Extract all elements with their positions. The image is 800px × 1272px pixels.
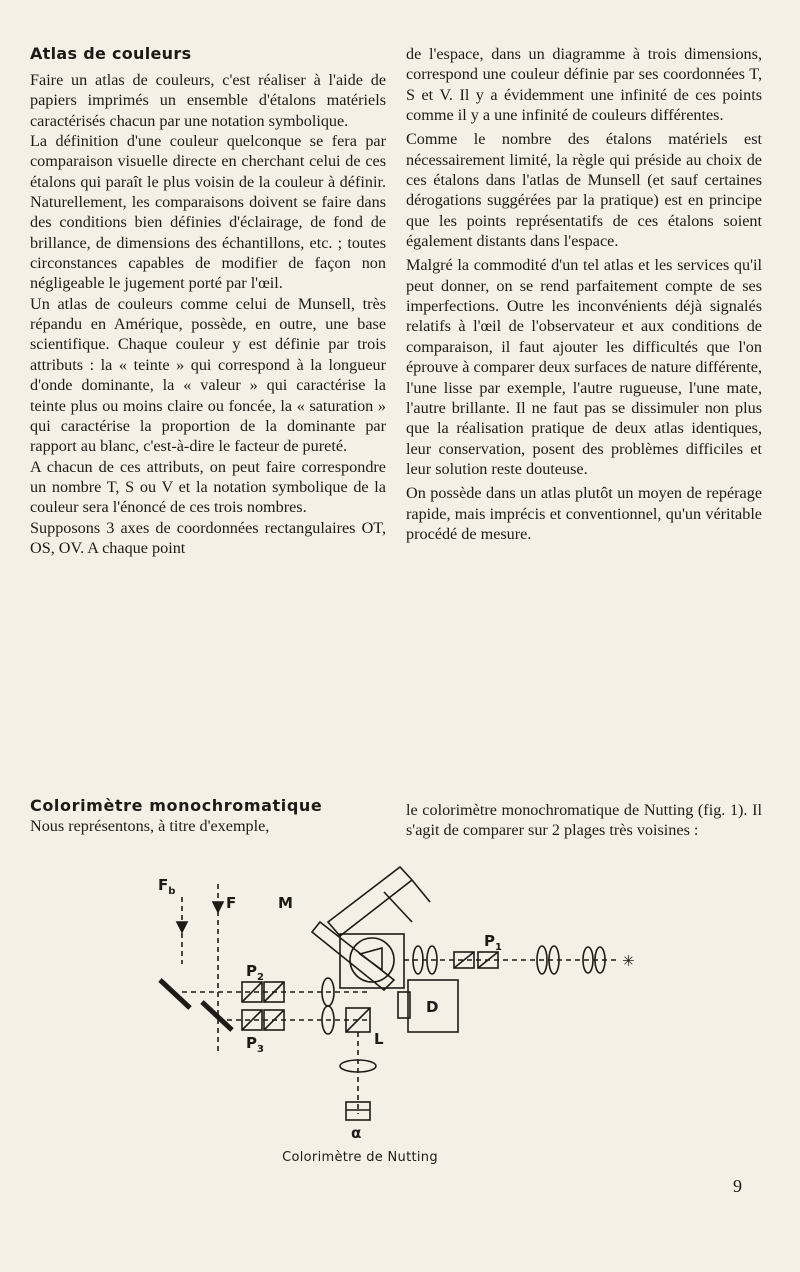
mirror-left-top [160,980,190,1008]
monochromator-arm [328,867,412,936]
paragraph: de l'espace, dans un diagramme à trois dimensions, correspond une couleur définie par ses coordonnées T, S et V. Il y a évidemment une infinité de ces points comme il y a une infinité de couleurs différentes. [406,45,762,125]
label-p3: $P_3$ [246,1034,264,1055]
paragraph: le colorimètre monochromatique de Nutting (fig. 1). Il s'agit de comparer sur 2 plages très voisines : [406,801,762,840]
prism-drum [350,938,394,982]
label-d: D [426,998,439,1016]
paragraph: On possède dans un atlas plutôt un moyen de repérage rapide, mais imprécis et conventionnel, qu'un véritable procédé de mesure. [406,484,762,543]
label-f: F [226,894,237,912]
section-title-atlas: Atlas de couleurs [30,44,192,63]
label-p2: $P_2$ [246,962,264,983]
figure-caption: Colorimètre de Nutting [282,1150,438,1165]
label-l: L [374,1030,384,1048]
page-number: 9 [733,1176,742,1196]
paragraph: Supposons 3 axes de coordonnées rectangulaires OT, OS, OV. A chaque point [30,518,386,557]
paragraph: Comme le nombre des étalons matériels est nécessairement limité, la règle qui préside au choix de ces étalons dans l'atlas de Munsell (et sauf certaines dérogations suggérées par la pratique) est en principe que les points représentatifs de ces étalons soient également distants dans l'espace. [406,130,762,251]
label-alpha: α [351,1124,362,1142]
label-p1: $P_1$ [484,932,502,953]
section2-left [30,796,386,836]
right-column [406,44,762,544]
paragraph: Nous représentons, à titre d'exemple, [30,817,270,835]
paragraph: A chacun de ces attributs, on peut faire correspondre un nombre T, S ou V et la notation symbolique de la couleur sera l'énoncé de ces trois nombres. [30,457,386,517]
label-fb: $F_b$ [158,876,176,897]
section2-right [406,800,762,841]
arrow-down-icon [177,922,187,932]
paragraph: Malgré la commodité d'un tel atlas et les services qu'il peut donner, on se rend parfaitement compte de ses imperfections. Outre les inconvénients déjà signalés relatifs à l'œil de l'observateur et aux conditions de comparaison, il faut ajouter les difficultés que l'on éprouve à comparer deux surfaces de nature différente, l'une lisse par exemple, l'autre rugueuse, l'une mate, l'autre brillante. Il ne faut pas se dissimuler non plus que la réalisation pratique de deux atlas identiques, leur conservation, posent des problèmes difficiles et leur solution reste douteuse. [406,256,762,478]
section-title-colorimetre: Colorimètre monochromatique [30,796,323,815]
label-m: M [278,894,293,912]
paragraph: Un atlas de couleurs comme celui de Munsell, très répandu en Amérique, possède, en outre, une base scientifique. Chaque couleur y est définie par trois attributs : la « teinte » qui correspond à la longueur d'onde dominante, la « valeur » qui caractérise la teinte plus ou moins claire ou foncée, la « saturation » qui caractérise la proportion de la dominante par rapport au blanc, c'est-à-dire le facteur de pureté. [30,294,386,456]
nutting-colorimeter-diagram [150,862,650,1142]
mirror-left-bottom [202,1002,232,1030]
paragraph: La définition d'une couleur quelconque se fera par comparaison visuelle directe en cherchant celui de ces étalons qui paraît le plus voisin de la couleur à définir. Naturellement, les comparaisons doivent se faire dans des conditions bien définies d'éclairage, de fond de brillance, de dimensions des échantillons, etc. ; toutes circonstances capables de modifier de façon non négligeable le jugement porté par l'œil. [30,132,386,293]
left-column [30,44,386,558]
paragraph: Faire un atlas de couleurs, c'est réaliser à l'aide de papiers imprimés un ensemble d'étalons matériels caractérisés chacun par une notation symbolique. [30,71,386,130]
star-icon: ✳ [622,952,635,970]
arrow-down-icon [213,902,223,912]
